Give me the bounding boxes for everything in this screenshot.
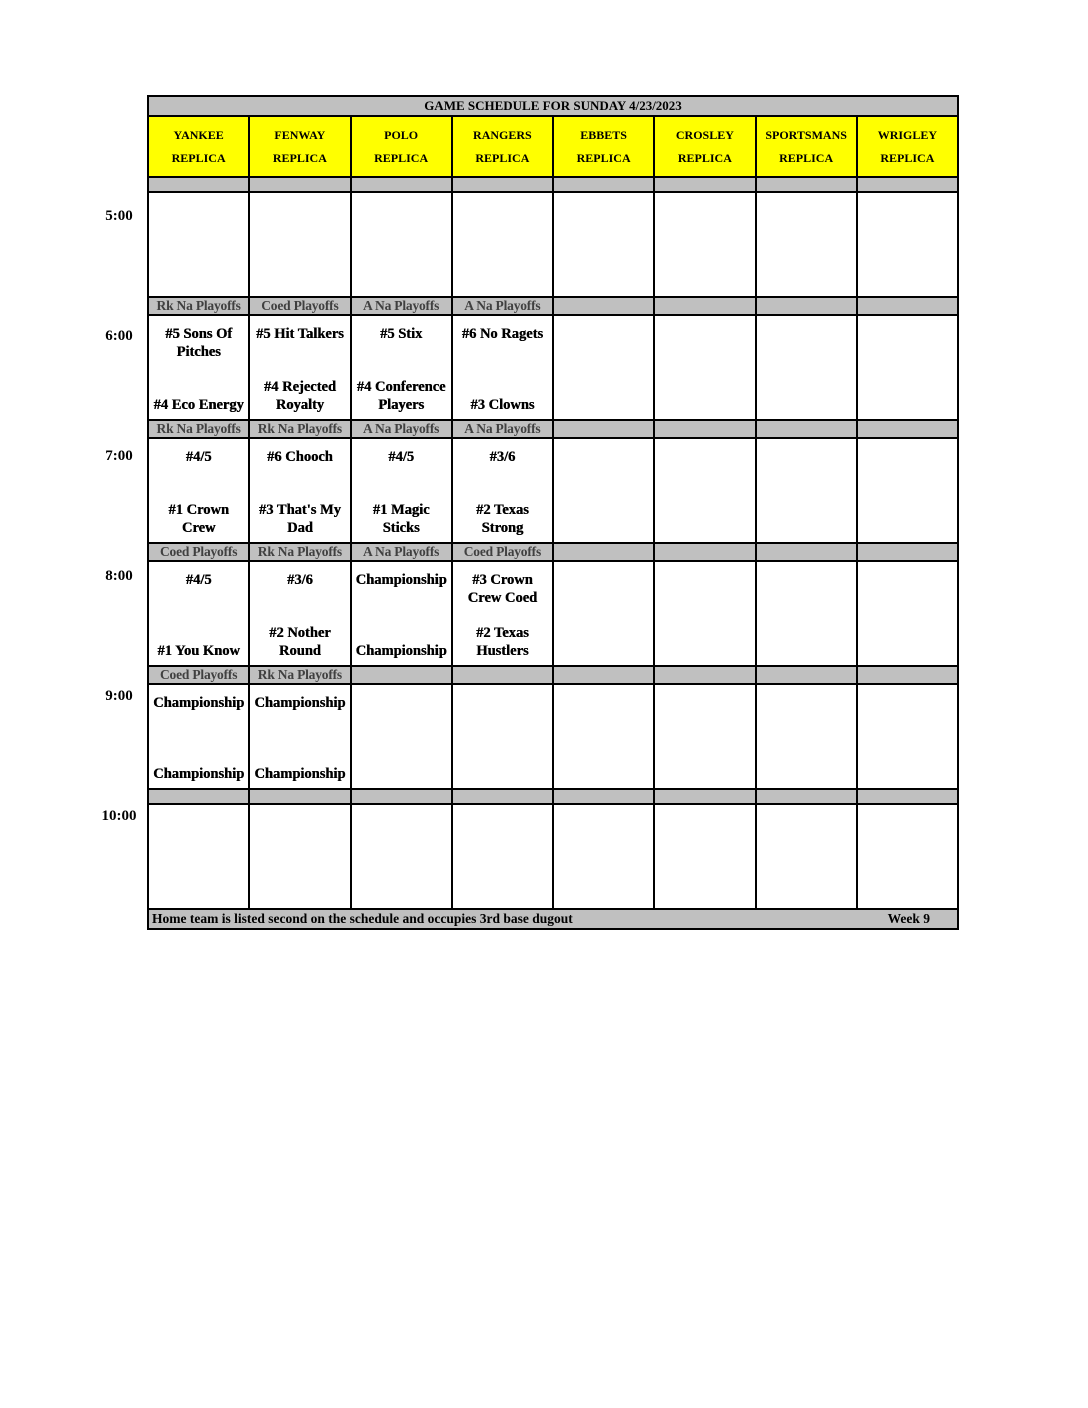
away-team: Championship <box>153 695 245 711</box>
away-team <box>149 805 248 859</box>
division-label <box>553 543 654 561</box>
division-label: A Na Playoffs <box>351 543 452 561</box>
division-label <box>857 543 958 561</box>
division-label <box>148 177 249 192</box>
away-team <box>655 805 754 859</box>
home-team <box>655 247 754 297</box>
away-team <box>453 685 552 739</box>
division-label <box>452 666 553 684</box>
time-slot-row <box>148 192 958 297</box>
time-slot-row <box>148 315 958 420</box>
division-label <box>654 543 755 561</box>
away-team <box>655 685 754 739</box>
game-cell <box>756 684 857 789</box>
away-team <box>757 562 856 616</box>
home-team <box>453 859 552 909</box>
home-team: Championship <box>254 766 346 782</box>
division-label: Rk Na Playoffs <box>249 666 350 684</box>
away-team <box>757 685 856 739</box>
field-name: POLO <box>384 127 419 142</box>
away-team: #6 No Ragets <box>461 326 544 342</box>
field-subtitle: REPLICA <box>374 150 429 165</box>
game-cell <box>857 192 958 297</box>
division-label <box>654 297 755 315</box>
home-team <box>554 493 653 543</box>
time-slot-row <box>148 438 958 543</box>
time-label: 5:00 <box>105 208 133 224</box>
away-team <box>858 805 957 859</box>
schedule-table <box>147 95 959 930</box>
away-team <box>655 439 754 493</box>
division-label <box>553 666 654 684</box>
field-name: WRIGLEY <box>877 127 938 142</box>
game-cell <box>452 804 553 909</box>
away-team <box>554 805 653 859</box>
home-team <box>757 247 856 297</box>
field-subtitle: REPLICA <box>576 150 631 165</box>
game-cell <box>756 192 857 297</box>
away-team <box>655 562 754 616</box>
home-team <box>453 739 552 789</box>
time-label: 10:00 <box>101 808 137 824</box>
division-label: Coed Playoffs <box>148 543 249 561</box>
away-team <box>554 316 653 370</box>
time-label: 8:00 <box>105 568 133 584</box>
home-team <box>757 616 856 666</box>
home-team <box>554 616 653 666</box>
home-team <box>858 616 957 666</box>
game-cell <box>148 438 249 543</box>
game-cell <box>351 192 452 297</box>
home-team <box>858 247 957 297</box>
division-label: Rk Na Playoffs <box>249 543 350 561</box>
game-cell <box>249 438 350 543</box>
home-team <box>757 493 856 543</box>
home-team: #2 Texas Hustlers <box>475 625 529 659</box>
time-label: 9:00 <box>105 688 133 704</box>
game-cell <box>351 315 452 420</box>
away-team <box>757 805 856 859</box>
away-team <box>250 805 349 859</box>
game-cell <box>351 684 452 789</box>
division-label <box>249 177 350 192</box>
game-cell <box>857 804 958 909</box>
division-label: Rk Na Playoffs <box>249 420 350 438</box>
away-team <box>554 562 653 616</box>
away-team: #5 Hit Talkers <box>255 326 344 342</box>
away-team: #3/6 <box>286 572 313 588</box>
time-slot-row <box>148 804 958 909</box>
division-label <box>756 543 857 561</box>
game-cell <box>857 438 958 543</box>
game-cell <box>857 561 958 666</box>
away-team: #4/5 <box>185 572 212 588</box>
away-team <box>250 193 349 247</box>
away-team: #5 Stix <box>379 326 423 342</box>
home-team <box>453 247 552 297</box>
home-team <box>858 493 957 543</box>
division-label <box>654 177 755 192</box>
away-team <box>453 805 552 859</box>
field-subtitle: REPLICA <box>880 150 935 165</box>
away-team: #4/5 <box>185 449 212 465</box>
division-label: A Na Playoffs <box>351 420 452 438</box>
game-cell <box>857 315 958 420</box>
division-label <box>148 789 249 804</box>
game-cell <box>148 192 249 297</box>
field-header-wrigley <box>857 116 958 177</box>
division-label <box>756 177 857 192</box>
home-team: #4 Eco Energy <box>153 397 244 413</box>
time-label: 6:00 <box>105 328 133 344</box>
game-cell <box>553 561 654 666</box>
game-cell <box>351 804 452 909</box>
division-label <box>553 789 654 804</box>
home-team: #1 Magic Sticks <box>372 502 430 536</box>
field-subtitle: REPLICA <box>475 150 530 165</box>
game-cell <box>452 192 553 297</box>
home-team <box>149 859 248 909</box>
home-team <box>352 739 451 789</box>
away-team <box>858 193 957 247</box>
field-header-polo <box>351 116 452 177</box>
division-label <box>452 177 553 192</box>
home-team <box>250 859 349 909</box>
division-label <box>857 789 958 804</box>
home-team <box>757 370 856 420</box>
home-team <box>655 859 754 909</box>
field-header-crosley <box>654 116 755 177</box>
home-team <box>554 739 653 789</box>
game-cell <box>553 804 654 909</box>
away-team <box>858 316 957 370</box>
home-team <box>858 859 957 909</box>
away-team <box>655 316 754 370</box>
away-team <box>352 685 451 739</box>
home-team <box>858 370 957 420</box>
game-cell <box>148 684 249 789</box>
division-label <box>857 177 958 192</box>
division-label: A Na Playoffs <box>452 297 553 315</box>
time-slot-row <box>148 561 958 666</box>
division-label <box>351 177 452 192</box>
away-team <box>352 193 451 247</box>
game-cell <box>148 561 249 666</box>
field-name: YANKEE <box>173 127 224 142</box>
division-label <box>452 789 553 804</box>
home-team: #2 Texas Strong <box>475 502 529 536</box>
game-cell <box>553 438 654 543</box>
home-team: #4 Rejected Royalty <box>263 379 336 413</box>
game-cell <box>452 438 553 543</box>
field-subtitle: REPLICA <box>272 150 327 165</box>
game-cell <box>654 561 755 666</box>
game-cell <box>249 315 350 420</box>
home-team: #2 Nother Round <box>269 625 331 659</box>
home-team: Championship <box>355 643 447 659</box>
away-team: Championship <box>254 695 346 711</box>
week-label: Week 9 <box>887 911 930 926</box>
game-cell <box>148 804 249 909</box>
game-cell <box>553 315 654 420</box>
home-team: #3 Clowns <box>470 397 535 413</box>
footer-note: Home team is listed second on the schedule and occupies 3rd base dugout <box>152 911 573 926</box>
away-team: #6 Chooch <box>267 449 333 465</box>
away-team: Championship <box>355 572 447 588</box>
division-label <box>249 789 350 804</box>
field-header-ebbets <box>553 116 654 177</box>
away-team <box>352 805 451 859</box>
division-label <box>756 789 857 804</box>
game-cell <box>452 315 553 420</box>
game-cell <box>452 561 553 666</box>
field-header-sportsmans <box>756 116 857 177</box>
game-cell <box>654 192 755 297</box>
time-label: 7:00 <box>105 448 133 464</box>
division-label <box>654 666 755 684</box>
division-label <box>553 177 654 192</box>
field-header-yankee <box>148 116 249 177</box>
away-team <box>554 439 653 493</box>
game-cell <box>654 804 755 909</box>
away-team <box>554 193 653 247</box>
away-team: #3/6 <box>489 449 516 465</box>
game-cell <box>654 684 755 789</box>
away-team <box>453 193 552 247</box>
game-cell <box>756 561 857 666</box>
division-label <box>857 666 958 684</box>
home-team: Championship <box>153 766 245 782</box>
away-team <box>858 562 957 616</box>
field-name: FENWAY <box>274 127 326 142</box>
home-team: #4 Conference Players <box>356 379 446 413</box>
home-team <box>149 247 248 297</box>
home-team <box>554 859 653 909</box>
away-team: #5 Sons Of Pitches <box>165 326 233 360</box>
division-label <box>351 789 452 804</box>
game-cell <box>553 192 654 297</box>
division-label <box>553 420 654 438</box>
away-team <box>757 193 856 247</box>
home-team <box>655 616 754 666</box>
division-label <box>857 297 958 315</box>
time-slot-row <box>148 684 958 789</box>
home-team <box>250 247 349 297</box>
away-team <box>655 193 754 247</box>
away-team <box>858 439 957 493</box>
away-team: #4/5 <box>388 449 415 465</box>
away-team <box>757 316 856 370</box>
home-team <box>858 739 957 789</box>
division-label <box>553 297 654 315</box>
away-team <box>554 685 653 739</box>
home-team: #3 That's My Dad <box>258 502 341 536</box>
field-name: CROSLEY <box>675 127 734 142</box>
home-team <box>352 859 451 909</box>
home-team <box>757 739 856 789</box>
division-label <box>756 297 857 315</box>
away-team <box>149 193 248 247</box>
division-label: Coed Playoffs <box>452 543 553 561</box>
home-team <box>554 370 653 420</box>
division-label: Rk Na Playoffs <box>148 297 249 315</box>
field-header-fenway <box>249 116 350 177</box>
home-team <box>554 247 653 297</box>
game-cell <box>351 438 452 543</box>
division-label: Coed Playoffs <box>148 666 249 684</box>
division-label <box>756 666 857 684</box>
division-label: A Na Playoffs <box>452 420 553 438</box>
away-team: #3 Crown Crew Coed <box>467 572 538 606</box>
division-label <box>654 420 755 438</box>
game-cell <box>857 684 958 789</box>
home-team <box>655 739 754 789</box>
division-label <box>756 420 857 438</box>
game-cell <box>756 315 857 420</box>
division-label: Coed Playoffs <box>249 297 350 315</box>
schedule-sheet <box>147 95 959 930</box>
away-team <box>858 685 957 739</box>
division-label <box>351 666 452 684</box>
home-team <box>655 370 754 420</box>
field-subtitle: REPLICA <box>677 150 732 165</box>
division-label: Rk Na Playoffs <box>148 420 249 438</box>
game-cell <box>249 192 350 297</box>
home-team: #1 Crown Crew <box>168 502 229 536</box>
home-team <box>757 859 856 909</box>
division-label <box>654 789 755 804</box>
field-header-rangers <box>452 116 553 177</box>
division-label: A Na Playoffs <box>351 297 452 315</box>
game-cell <box>654 438 755 543</box>
game-cell <box>249 561 350 666</box>
field-name: SPORTSMANS <box>765 127 847 142</box>
home-team: #1 You Know <box>157 643 240 659</box>
away-team <box>757 439 856 493</box>
home-team <box>352 247 451 297</box>
game-cell <box>756 438 857 543</box>
game-cell <box>249 804 350 909</box>
game-cell <box>148 315 249 420</box>
game-cell <box>654 315 755 420</box>
field-name: RANGERS <box>473 127 532 142</box>
game-cell <box>553 684 654 789</box>
footer <box>148 909 958 929</box>
game-cell <box>756 804 857 909</box>
game-cell <box>249 684 350 789</box>
game-cell <box>351 561 452 666</box>
field-subtitle: REPLICA <box>171 150 226 165</box>
game-cell <box>452 684 553 789</box>
home-team <box>655 493 754 543</box>
field-name: EBBETS <box>580 127 627 142</box>
schedule-title: GAME SCHEDULE FOR SUNDAY 4/23/2023 <box>148 96 958 116</box>
field-subtitle: REPLICA <box>779 150 834 165</box>
division-label <box>857 420 958 438</box>
